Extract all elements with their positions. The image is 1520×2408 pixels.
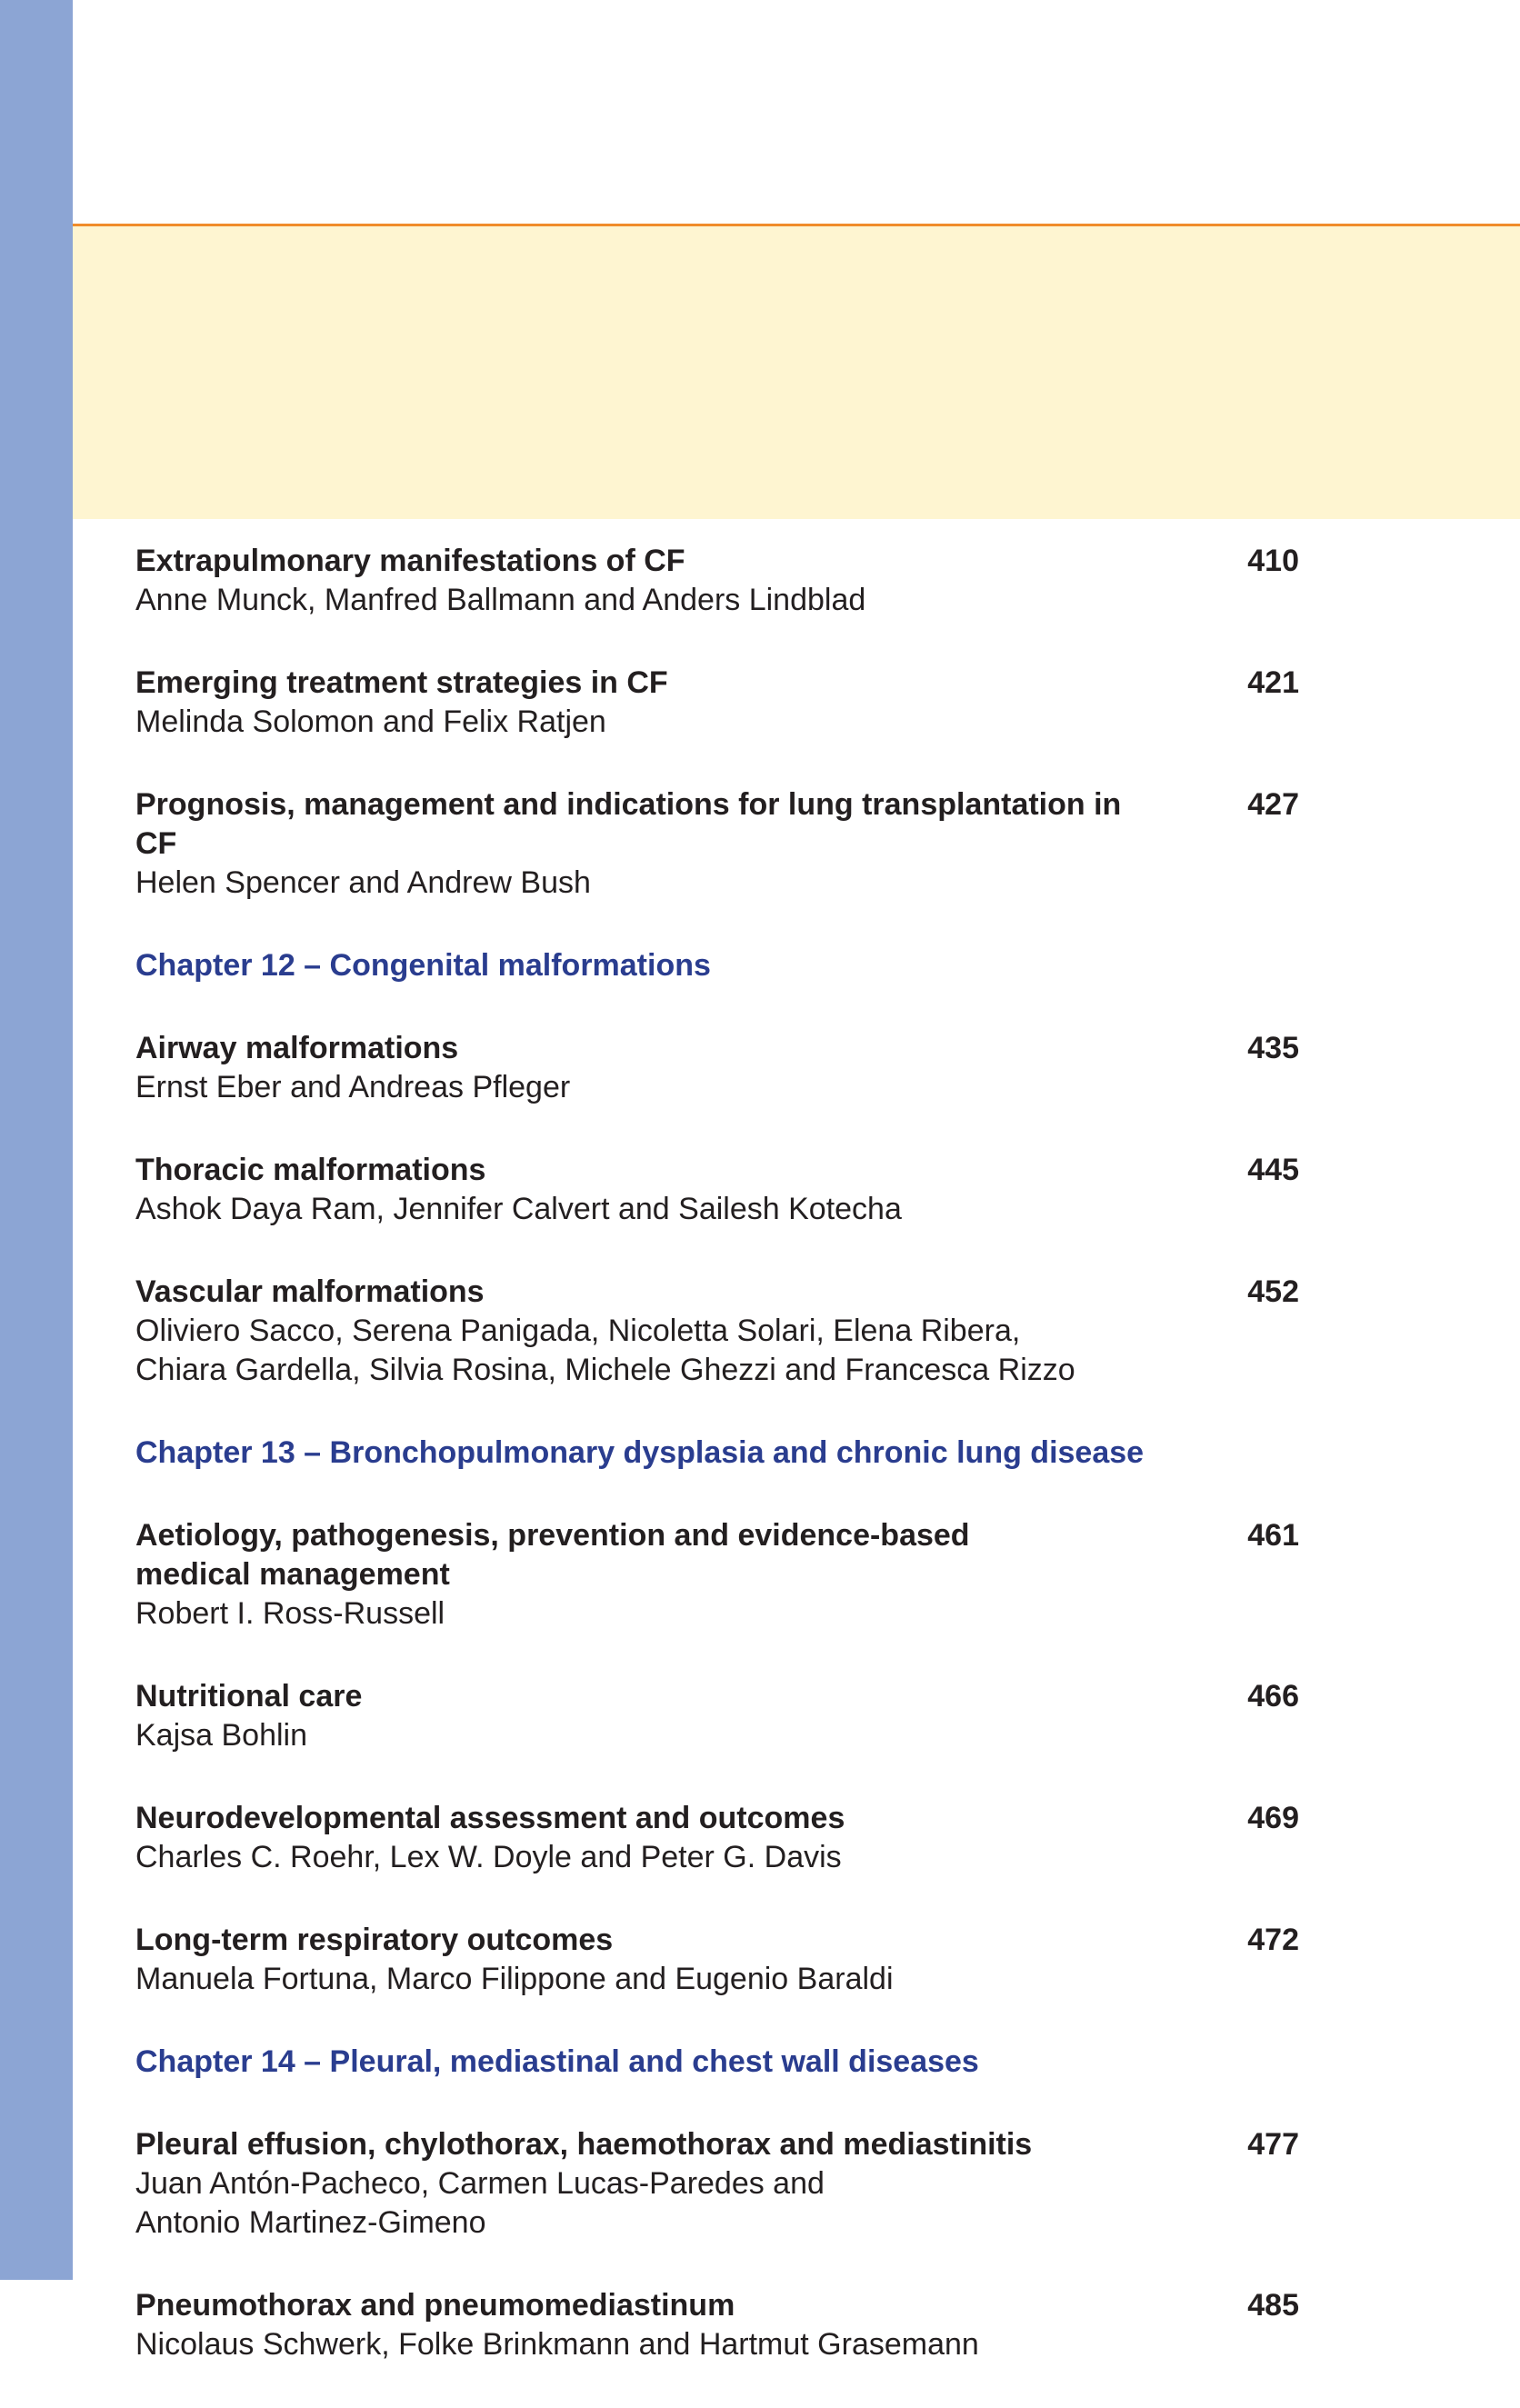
entry-title: Prognosis, management and indications for lung transplantation in CF — [135, 787, 1122, 861]
entry-title: Neurodevelopmental assessment and outcomes — [135, 1801, 845, 1835]
table-of-contents — [135, 542, 1299, 2408]
entry-authors: Nicolaus Schwerk, Folke Brinkmann and Hartmut Grasemann — [135, 2327, 979, 2362]
entry-authors: Antonio Martinez-Gimeno — [135, 2205, 486, 2240]
toc-entry — [135, 542, 1299, 620]
entry-authors: Juan Antón-Pacheco, Carmen Lucas-Paredes and — [135, 2166, 825, 2201]
toc-entry — [135, 1273, 1299, 1390]
entry-authors: Ashok Daya Ram, Jennifer Calvert and Sailesh Kotecha — [135, 1192, 902, 1226]
chapter-heading: Chapter 13 – Bronchopulmonary dysplasia and chronic lung disease — [135, 1435, 1145, 1470]
entry-page-number: 410 — [1247, 544, 1299, 578]
entry-authors: Robert I. Ross-Russell — [135, 1596, 445, 1631]
entry-page-number: 461 — [1247, 1518, 1299, 1553]
entry-authors: Ernst Eber and Andreas Pfleger — [135, 1070, 571, 1104]
toc-entry — [135, 1677, 1299, 1755]
entry-title: Aetiology, pathogenesis, prevention and evidence-based medical management — [135, 1518, 970, 1592]
entry-page-number: 469 — [1247, 1801, 1299, 1835]
toc-entry — [135, 1151, 1299, 1229]
entry-authors: Charles C. Roehr, Lex W. Doyle and Peter G. Davis — [135, 1840, 842, 1874]
entry-title: Thoracic malformations — [135, 1153, 486, 1187]
entry-page-number: 421 — [1247, 665, 1299, 700]
toc-entry — [135, 1516, 1299, 1634]
entry-page-number: 472 — [1247, 1923, 1299, 1957]
entry-authors: Chiara Gardella, Silvia Rosina, Michele Ghezzi and Francesca Rizzo — [135, 1353, 1075, 1387]
toc-entry — [135, 664, 1299, 742]
chapter-heading: Chapter 14 – Pleural, mediastinal and chest wall diseases — [135, 2044, 979, 2079]
toc-entry — [135, 2286, 1299, 2364]
entry-page-number: 427 — [1247, 787, 1299, 822]
toc-entry — [135, 1799, 1299, 1877]
entry-title: Nutritional care — [135, 1679, 363, 1714]
header-band — [73, 226, 1520, 519]
side-color-bar — [0, 0, 73, 2280]
entry-page-number: 466 — [1247, 1679, 1299, 1714]
toc-entry — [135, 785, 1299, 903]
toc-entry — [135, 2125, 1299, 2243]
entry-title: Vascular malformations — [135, 1274, 485, 1309]
entry-title: Extrapulmonary manifestations of CF — [135, 544, 685, 578]
entry-authors: Helen Spencer and Andrew Bush — [135, 865, 591, 900]
toc-entry — [135, 1029, 1299, 1107]
entry-page-number: 445 — [1247, 1153, 1299, 1187]
entry-title: Pneumothorax and pneumomediastinum — [135, 2288, 735, 2323]
entry-authors: Melinda Solomon and Felix Ratjen — [135, 704, 606, 739]
entry-title: Pleural effusion, chylothorax, haemothorax and mediastinitis — [135, 2127, 1033, 2162]
chapter-heading: Chapter 12 – Congenital malformations — [135, 948, 711, 983]
entry-title: Airway malformations — [135, 1031, 459, 1065]
entry-page-number: 477 — [1247, 2127, 1299, 2162]
entry-authors: Kajsa Bohlin — [135, 1718, 308, 1753]
toc-entry — [135, 1921, 1299, 1999]
entry-authors: Oliviero Sacco, Serena Panigada, Nicoletta Solari, Elena Ribera, — [135, 1314, 1021, 1348]
entry-title: Long-term respiratory outcomes — [135, 1923, 614, 1957]
entry-page-number: 485 — [1247, 2288, 1299, 2323]
entry-page-number: 435 — [1247, 1031, 1299, 1065]
entry-title: Emerging treatment strategies in CF — [135, 665, 668, 700]
entry-authors: Manuela Fortuna, Marco Filippone and Eugenio Baraldi — [135, 1962, 894, 1996]
entry-authors: Anne Munck, Manfred Ballmann and Anders Lindblad — [135, 583, 866, 617]
entry-page-number: 452 — [1247, 1274, 1299, 1309]
